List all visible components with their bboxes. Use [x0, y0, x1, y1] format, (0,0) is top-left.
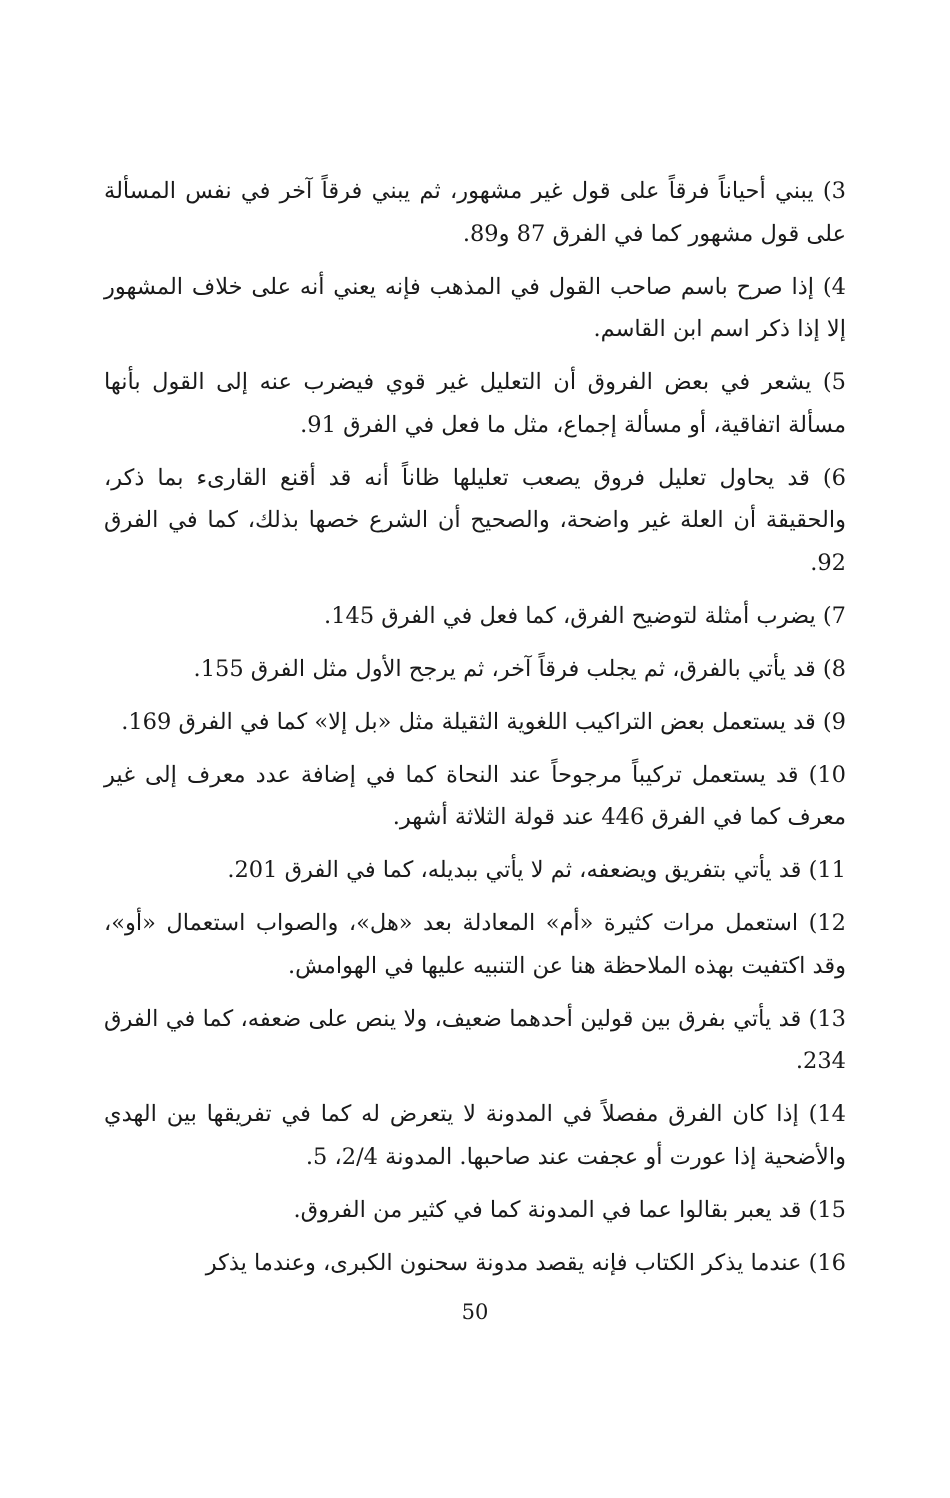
list-item: 10) قد يستعمل تركيباً مرجوحاً عند النحاة كما في إضافة عدد معرف إلى غير معرف كما في الفرق 446 عند قولة الثلاثة أشهر. — [104, 761, 846, 830]
list-item: 15) قد يعبر بقالوا عما في المدونة كما في كثير من الفروق. — [293, 1196, 846, 1223]
main-text — [104, 170, 846, 1295]
list-item: 9) قد يستعمل بعض التراكيب اللغوية الثقيلة مثل «بل إلا» كما في الفرق 169. — [121, 708, 846, 735]
list-item: 14) إذا كان الفرق مفصلاً في المدونة لا يتعرض له كما في تفريقها بين الهدي والأضحية إذا عورت أو عجفت عند صاحبها. المدونة 2/4، 5. — [104, 1101, 846, 1170]
list-item: 5) يشعر في بعض الفروق أن التعليل غير قوي فيضرب عنه إلى القول بأنها مسألة اتفاقية، أو مسألة إجماع، مثل ما فعل في الفرق 91. — [104, 369, 846, 438]
list-item: 13) قد يأتي بفرق بين قولين أحدهما ضعيف، ولا ينص على ضعفه، كما في الفرق 234. — [104, 1005, 846, 1074]
list-item: 4) إذا صرح باسم صاحب القول في المذهب فإنه يعني أنه على خلاف المشهور إلا إذا ذكر اسم ابن القاسم. — [104, 273, 846, 342]
list-item: 12) استعمل مرات كثيرة «أم» المعادلة بعد «هل»، والصواب استعمال «أو»، وقد اكتفيت بهذه الملاحظة هنا عن التنبيه عليها في الهوامش. — [104, 910, 846, 979]
list-item: 7) يضرب أمثلة لتوضيح الفرق، كما فعل في الفرق 145. — [324, 602, 846, 629]
list-item: 8) قد يأتي بالفرق، ثم يجلب فرقاً آخر، ثم يرجح الأول مثل الفرق 155. — [193, 655, 846, 682]
list-item: 6) قد يحاول تعليل فروق يصعب تعليلها ظاناً أنه قد أقنع القارىء بما ذكر، والحقيقة أن العلة غير واضحة، والصحيح أن الشرع خصها بذلك، كما في الفرق 92. — [104, 464, 846, 576]
page-number: 50 — [461, 1300, 489, 1324]
list-item: 16) عندما يذكر الكتاب فإنه يقصد مدونة سحنون الكبرى، وعندما يذكر — [205, 1249, 846, 1276]
list-item: 11) قد يأتي بتفريق ويضعفه، ثم لا يأتي ببديله، كما في الفرق 201. — [227, 857, 846, 883]
list-item: 3) يبني أحياناً فرقاً على قول غير مشهور، ثم يبني فرقاً آخر في نفس المسألة على قول مشهور كما في الفرق 87 و89. — [104, 178, 846, 247]
